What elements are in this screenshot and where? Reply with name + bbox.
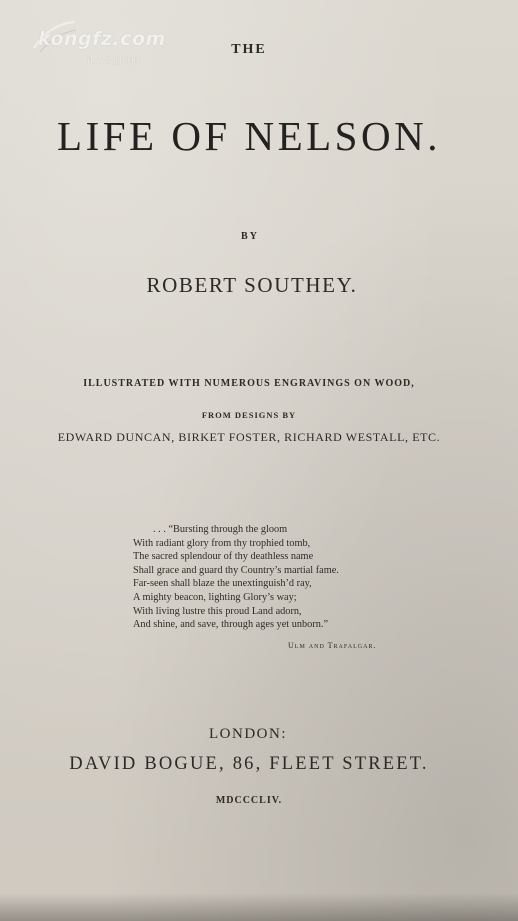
illustration-note: ILLUSTRATED WITH NUMEROUS ENGRAVINGS ON WOOD, [83, 378, 415, 389]
epigraph-line: A mighty beacon, lighting Glory’s way; [133, 591, 297, 603]
imprint-city: LONDON: [209, 726, 287, 742]
book-title: LIFE OF NELSON. [57, 113, 441, 159]
designs-by-line: FROM DESIGNS BY [201, 410, 297, 420]
author-name: ROBERT SOUTHEY. [146, 273, 358, 297]
epigraph-line: Far-seen shall blaze the unextinguish’d ray, [133, 578, 312, 590]
by-line: BY [241, 231, 259, 242]
title-article: THE [231, 42, 267, 57]
page-edge-shadow [0, 893, 518, 921]
epigraph-line: And shine, and save, through ages yet unborn.” [133, 619, 329, 631]
epigraph-line: With living lustre this proud Land adorn, [133, 605, 302, 617]
epigraph-line: The sacred splendour of thy deathless name [133, 551, 314, 563]
epigraph-line: Shall grace and guard thy Country’s martial fame. [133, 564, 339, 576]
watermark-sub-text: 孔夫子旧书网 [86, 57, 141, 67]
epigraph-line: With radiant glory from thy trophied tomb, [133, 537, 311, 549]
artists-line: EDWARD DUNCAN, BIRKET FOSTER, RICHARD WESTALL, ETC. [57, 430, 441, 444]
imprint-publisher: DAVID BOGUE, 86, FLEET STREET. [69, 754, 429, 774]
epigraph-line: . . . “Bursting through the gloom [153, 524, 288, 535]
imprint-year: MDCCCLIV. [215, 795, 283, 806]
epigraph [133, 523, 339, 632]
watermark-main-text: kongfz.com [38, 28, 166, 50]
epigraph-attribution: Ulm and Trafalgar. [288, 641, 377, 650]
